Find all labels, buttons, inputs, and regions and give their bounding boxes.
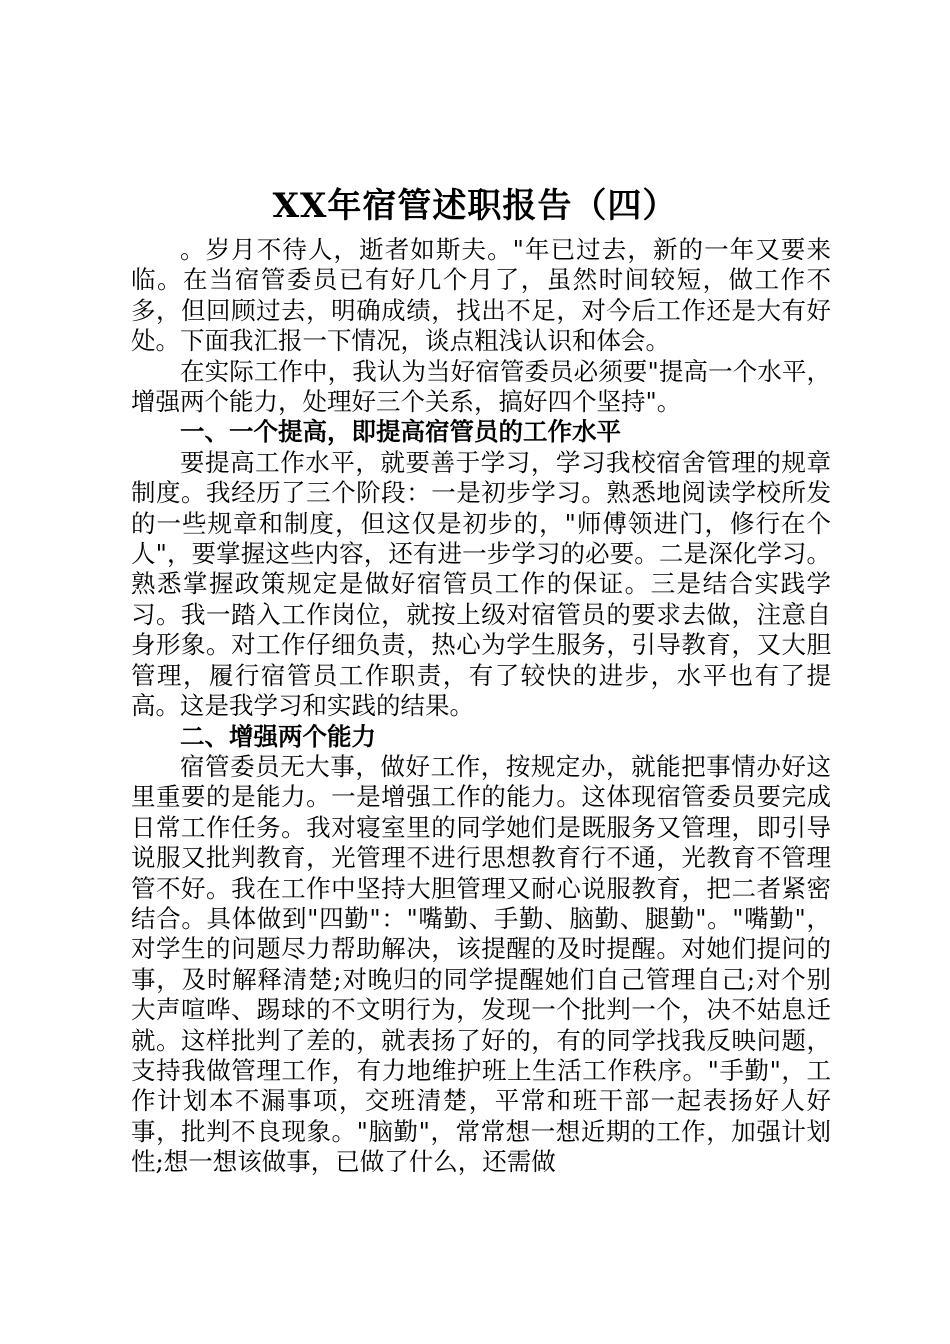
section2-paragraph-1: 宿管委员无大事，做好工作，按规定办，就能把事情办好这里重要的是能力。一是增强工作的能力。这体现宿管委员要完成日常工作任务。我对寝室里的同学她们是既服务又管理，即引导说服又批判教育，光管理不进行思想教育行不通，光教育不管理管不好。我在工作中坚持大胆管理又耐心说服教育，把二者紧密结合。具体做到"四勤"："嘴勤、手勤、脑勤、腿勤"。"嘴勤"，对学生的问题尽力帮助解决，该提醒的及时提醒。对她们提问的事，及时解释清楚;对晚归的同学提醒她们自己管理自己;对个别大声喧哗、踢球的不文明行为，发现一个批判一个，决不姑息迁就。这样批判了差的，就表扬了好的，有的同学找我反映问题，支持我做管理工作，有力地维护班上生活工作秩序。"手勤"，工作计划本不漏事项，交班清楚，平常和班干部一起表扬好人好事，批判不良现象。"脑勤"，常常想一想近期的工作，加强计划性;想一想该做事，已做了什么，还需做	[131, 751, 831, 1177]
section1-paragraph-1: 要提高工作水平，就要善于学习，学习我校宿舍管理的规章制度。我经历了三个阶段：一是初步学习。熟悉地阅读学校所发的一些规章和制度，但这仅是初步的，"师傅领进门，修行在个人"，要掌握这些内容，还有进一步学习的必要。二是深化学习。熟悉掌握政策规定是做好宿管员工作的保证。三是结合实践学习。我一踏入工作岗位，就按上级对宿管员的要求去做，注意自身形象。对工作仔细负责，热心为学生服务，引导教育，又大胆管理，履行宿管员工作职责，有了较快的进步，水平也有了提高。这是我学习和实践的结果。	[131, 447, 831, 721]
document-title: XX年宿管述职报告（四）	[272, 186, 678, 226]
intro-paragraph-1: 。岁月不待人，逝者如斯夫。"年已过去，新的一年又要来临。在当宿管委员已有好几个月了，虽然时间较短，做工作不多，但回顾过去，明确成绩，找出不足，对今后工作还是大有好处。下面我汇报一下情况，谈点粗浅认识和体会。	[131, 235, 831, 356]
document-body	[131, 235, 831, 1178]
section-heading-1: 一、一个提高，即提高宿管员的工作水平	[180, 417, 621, 447]
section-heading-2: 二、增强两个能力	[180, 721, 376, 751]
intro-paragraph-2: 在实际工作中，我认为当好宿管委员必须要"提高一个水平，增强两个能力，处理好三个关系，搞好四个坚持"。	[131, 356, 831, 417]
